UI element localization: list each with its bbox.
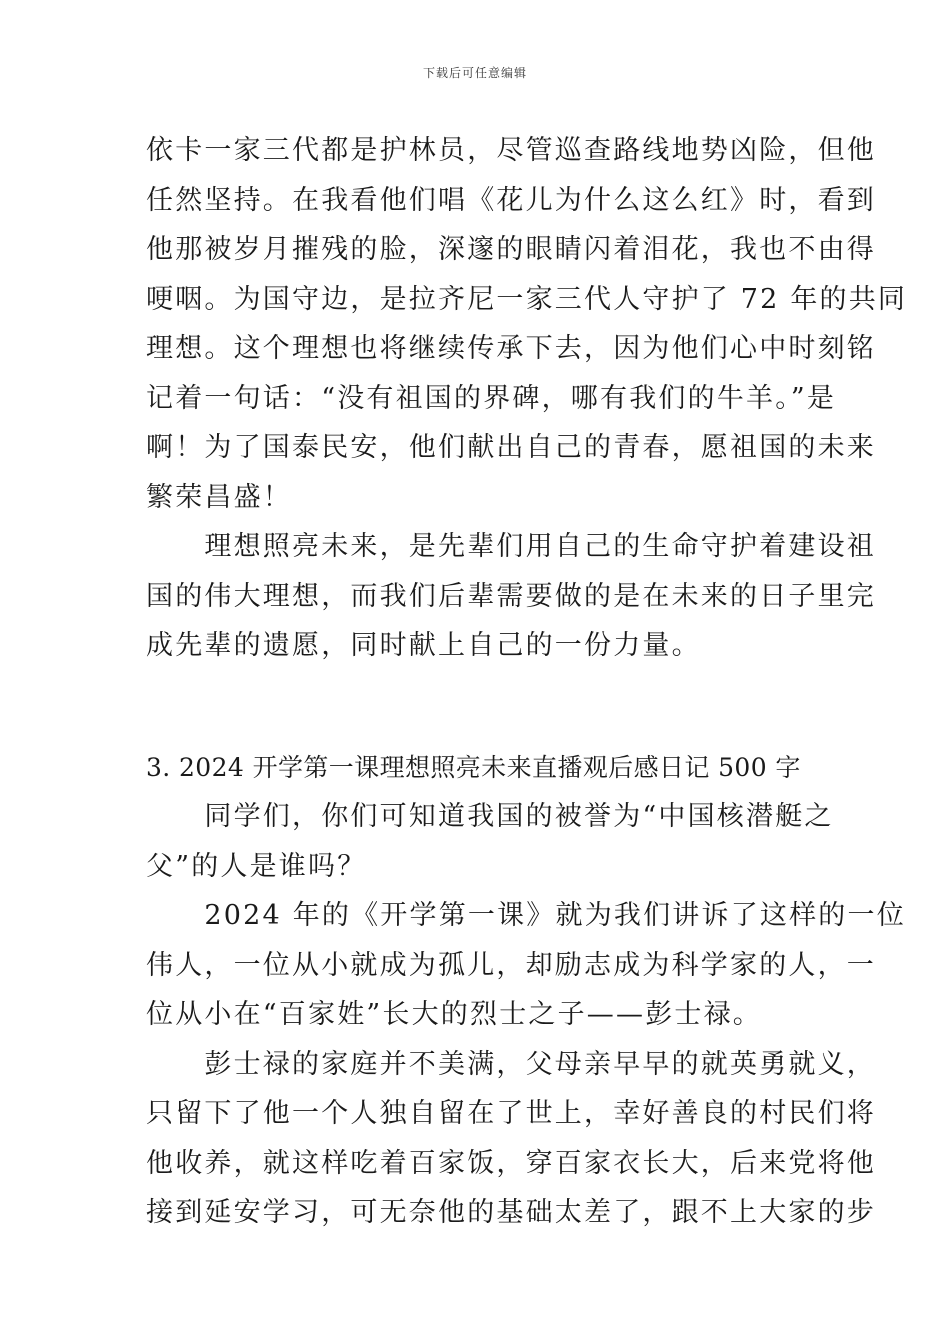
section-spacer	[146, 671, 808, 743]
text-line: 国的伟大理想，而我们后辈需要做的是在未来的日子里完	[146, 580, 876, 612]
text-line: 他收养，就这样吃着百家饭，穿百家衣长大，后来党将他	[146, 1147, 876, 1179]
text-line: 他那被岁月摧残的脸，深邃的眼睛闪着泪花，我也不由得	[146, 234, 876, 265]
text-line: 伟人，一位从小就成为孤儿，却励志成为科学家的人，一	[146, 949, 876, 981]
text-line: 依卡一家三代都是护林员，尽管巡查路线地势凶险，但他	[146, 135, 876, 166]
section-heading: 3. 2024 开学第一课理想照亮未来直播观后感日记 500 字	[146, 752, 801, 782]
previous-essay-continuation	[146, 126, 908, 671]
text-line: 只留下了他一个人独自留在了世上，幸好善良的村民们将	[146, 1098, 876, 1129]
text-line: 位从小在“百家姓”长大的烈士之子——彭士禄。	[146, 999, 763, 1030]
page-header: 下载后可任意编辑	[422, 66, 527, 80]
text-line: 同学们，你们可知道我国的被誉为“中国核潜艇之	[146, 801, 834, 832]
text-line: 啊！为了国泰民安，他们献出自己的青春，愿祖国的未来	[146, 432, 876, 463]
text-line: 成先辈的遗愿，同时献上自己的一份力量。	[146, 630, 701, 661]
text-line: 记着一句话：“没有祖国的界碑，哪有我们的牛羊。”是	[146, 382, 837, 414]
text-line: 2024 年的《开学第一课》就为我们讲诉了这样的一位	[146, 900, 906, 931]
text-line: 父”的人是谁吗？	[146, 850, 367, 882]
text-line: 理想照亮未来，是先辈们用自己的生命守护着建设祖	[146, 531, 876, 562]
text-line: 繁荣昌盛！	[146, 481, 292, 513]
text-line: 哽咽。为国守边，是拉齐尼一家三代人守护了 72 年的共同	[146, 283, 908, 315]
document-body	[146, 126, 908, 1238]
text-line: 理想。这个理想也将继续传承下去，因为他们心中时刻铭	[146, 333, 876, 364]
text-line: 任然坚持。在我看他们唱《花儿为什么这么红》时，看到	[146, 184, 876, 216]
essay-section-3	[146, 743, 906, 1238]
text-line: 接到延安学习，可无奈他的基础太差了，跟不上大家的步	[146, 1197, 876, 1228]
text-line: 彭士禄的家庭并不美满，父母亲早早的就英勇就义，	[146, 1048, 876, 1080]
